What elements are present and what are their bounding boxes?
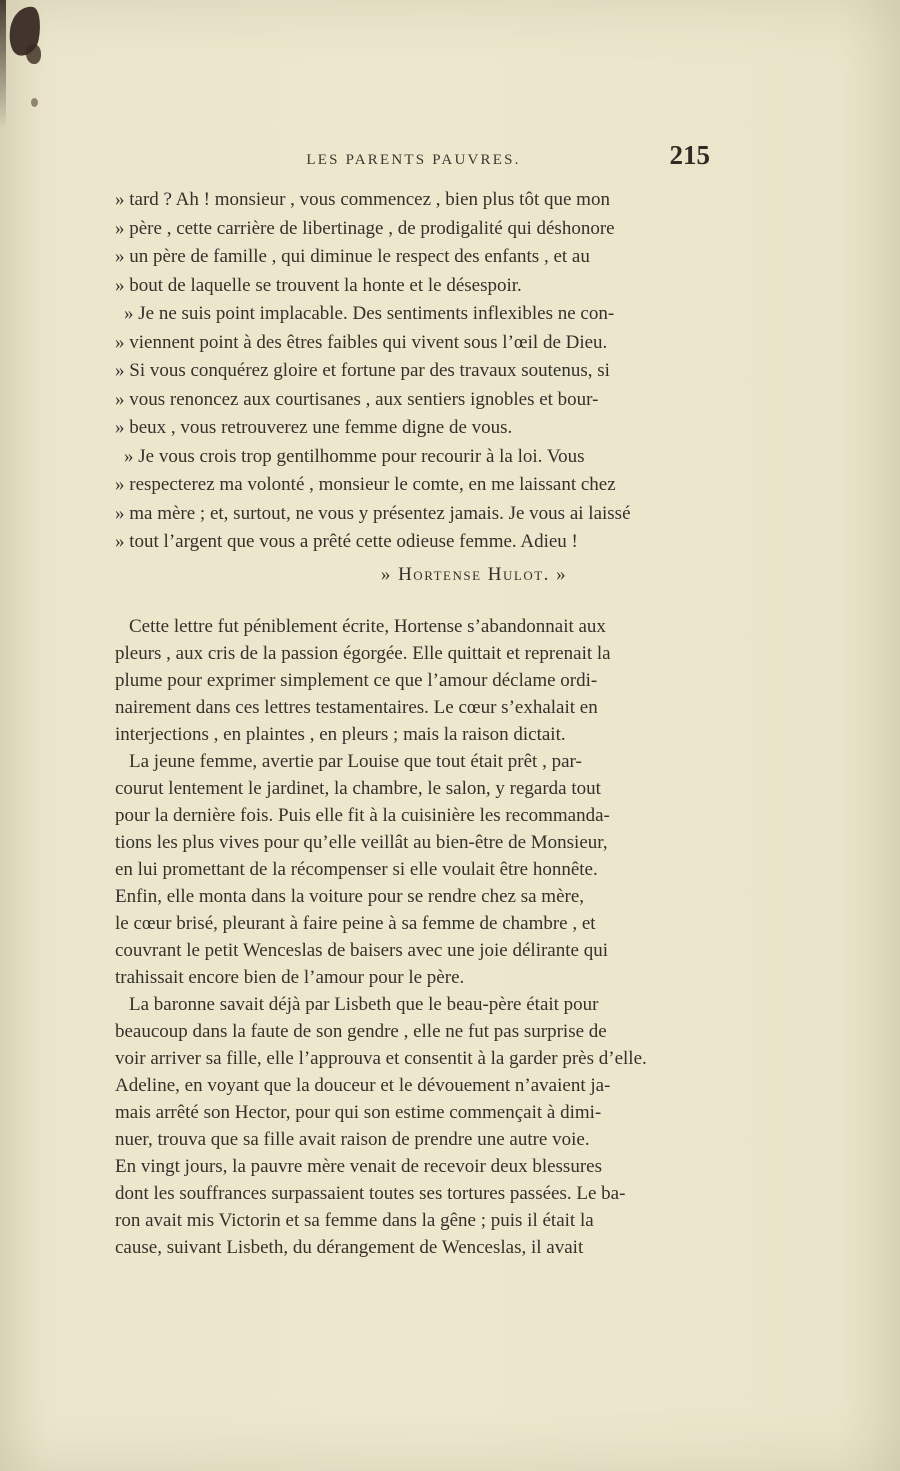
letter-line: » tard ? Ah ! monsieur , vous commencez , bien plus tôt que mon [115, 189, 610, 210]
body-line: nairement dans ces lettres testamentaires. Le cœur s’exhalait en [115, 696, 598, 718]
body-line: plume pour exprimer simplement ce que l’amour déclame ordi- [115, 669, 598, 691]
running-title: LES PARENTS PAUVRES. [306, 152, 521, 168]
letter-signature: » Hortense Hulot. » [380, 563, 568, 585]
letter-line: » bout de laquelle se trouvent la honte et le désespoir. [115, 274, 522, 296]
letter-line: » Je vous crois trop gentilhomme pour recourir à la loi. Vous [124, 445, 585, 467]
body-line: en lui promettant de la récompenser si elle voulait être honnête. [115, 858, 598, 880]
letter-line: » Si vous conquérez gloire et fortune par des travaux soutenus, si [115, 360, 610, 381]
letter-line: » vous renoncez aux courtisanes , aux sentiers ignobles et bour- [115, 388, 599, 410]
scan-artifact-speck [31, 98, 38, 107]
letter-line: » viennent point à des êtres faibles qui vivent sous l’œil de Dieu. [115, 331, 608, 353]
letter-line: » respecterez ma volonté , monsieur le comte, en me laissant chez [115, 474, 616, 495]
body-line: En vingt jours, la pauvre mère venait de recevoir deux blessures [115, 1155, 602, 1177]
body-paragraphs [115, 613, 715, 1261]
body-line: pleurs , aux cris de la passion égorgée. Elle quittait et reprenait la [115, 642, 611, 664]
body-line: Enfin, elle monta dans la voiture pour se rendre chez sa mère, [115, 885, 585, 907]
body-line: couvrant le petit Wenceslas de baisers avec une joie délirante qui [115, 939, 608, 961]
page-number: 215 [669, 140, 710, 170]
body-paragraph [115, 613, 715, 748]
letter-line: » un père de famille , qui diminue le respect des enfants , et au [115, 246, 590, 267]
body-line: nuer, trouva que sa fille avait raison de prendre une autre voie. [115, 1128, 590, 1150]
page-header [115, 140, 712, 180]
body-line: trahissait encore bien de l’amour pour le père. [115, 966, 465, 988]
body-line: ron avait mis Victorin et sa femme dans la gêne ; puis il était la [115, 1209, 594, 1231]
body-line: courut lentement le jardinet, la chambre, le salon, y regarda tout [115, 777, 601, 799]
body-line: beaucoup dans la faute de son gendre , elle ne fut pas surprise de [115, 1020, 607, 1042]
body-line: La jeune femme, avertie par Louise que tout était prêt , par- [129, 750, 582, 772]
letter-line: » Je ne suis point implacable. Des sentiments inflexibles ne con- [124, 303, 615, 324]
letter-quote [115, 186, 715, 557]
letter-line: » beux , vous retrouverez une femme digne de vous. [115, 417, 513, 438]
text-block [115, 186, 715, 1261]
body-line: dont les souffrances surpassaient toutes ses tortures passées. Le ba- [115, 1182, 626, 1204]
body-paragraph [115, 991, 715, 1261]
scan-artifact-edge-shadow [0, 0, 6, 130]
body-line: Adeline, en voyant que la douceur et le dévouement n’avaient ja- [115, 1074, 611, 1096]
letter-line: » père , cette carrière de libertinage , de prodigalité qui déshonore [115, 217, 615, 239]
body-line: mais arrêté son Hector, pour qui son estime commençait à dimi- [115, 1101, 602, 1123]
body-paragraph [115, 748, 715, 991]
letter-line: » ma mère ; et, surtout, ne vous y présentez jamais. Je vous ai laissé [115, 502, 631, 524]
body-line: interjections , en plaintes , en pleurs ; mais la raison dictait. [115, 723, 566, 745]
body-line: Cette lettre fut péniblement écrite, Hortense s’abandonnait aux [129, 615, 606, 637]
body-line: La baronne savait déjà par Lisbeth que le beau-père était pour [129, 993, 599, 1015]
body-line: tions les plus vives pour qu’elle veillât au bien-être de Monsieur, [115, 831, 608, 853]
letter-line: » tout l’argent que vous a prêté cette odieuse femme. Adieu ! [115, 531, 578, 552]
scan-artifact-ink-blob-small [26, 44, 41, 64]
body-line: voir arriver sa fille, elle l’approuva et consentit à la garder près d’elle. [115, 1047, 647, 1069]
body-line: cause, suivant Lisbeth, du dérangement de Wenceslas, il avait [115, 1236, 584, 1258]
body-line: le cœur brisé, pleurant à faire peine à sa femme de chambre , et [115, 912, 596, 934]
body-line: pour la dernière fois. Puis elle fit à la cuisinière les recommanda- [115, 804, 610, 826]
